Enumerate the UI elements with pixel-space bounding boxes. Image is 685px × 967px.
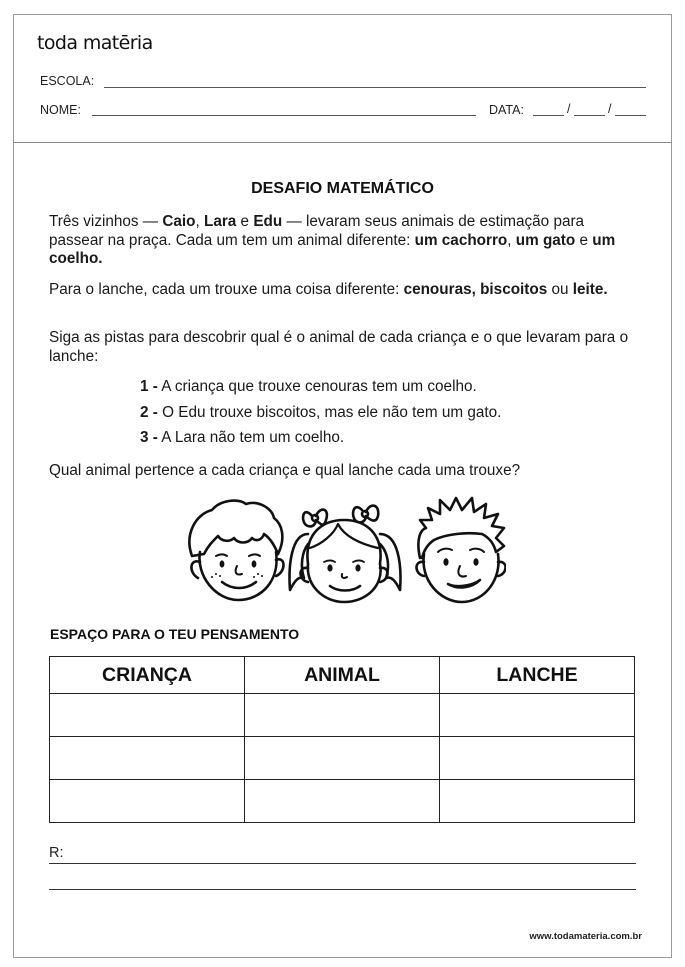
clue-item xyxy=(140,378,477,396)
school-label: ESCOLA: xyxy=(40,74,95,88)
clue-text: A Lara não tem um coelho. xyxy=(157,429,345,446)
boy-spiky-hair-face-icon xyxy=(417,498,506,602)
intro-text: e xyxy=(575,231,593,249)
animal-name: um cachorro xyxy=(414,231,508,249)
answer-label: R: xyxy=(49,845,64,861)
worksheet-title: DESAFIO MATEMÁTICO xyxy=(251,180,434,197)
animal-name: um gato xyxy=(515,231,576,249)
clue-item xyxy=(140,429,344,447)
table-row xyxy=(50,737,635,780)
table-cell-child[interactable] xyxy=(50,737,245,780)
table-cell-snack[interactable] xyxy=(440,694,635,737)
table-row xyxy=(50,694,635,737)
clue-text: O Edu trouxe biscoitos, mas ele não tem um gato. xyxy=(157,404,502,421)
name-label: NOME: xyxy=(40,103,81,117)
table-row xyxy=(50,780,635,823)
snack-paragraph xyxy=(49,281,639,300)
name-field[interactable] xyxy=(92,115,476,116)
children-illustration xyxy=(182,494,506,606)
school-field[interactable] xyxy=(104,87,646,88)
table-cell-animal[interactable] xyxy=(245,737,440,780)
child-name: Caio xyxy=(162,213,196,230)
intro-text: e xyxy=(236,213,254,230)
date-separator: / xyxy=(608,102,612,116)
child-name: Lara xyxy=(204,213,237,230)
table-cell-child[interactable] xyxy=(50,694,245,737)
instructions-paragraph: Siga as pistas para descobrir qual é o animal de cada criança e o que levaram para o lanche: xyxy=(49,329,629,365)
date-label: DATA: xyxy=(489,103,524,117)
footer-url: www.todamateria.com.br xyxy=(529,931,642,942)
brand-logo: toda matēria xyxy=(37,32,153,54)
table-cell-snack[interactable] xyxy=(440,780,635,823)
table-cell-snack[interactable] xyxy=(440,737,635,780)
question-text: Qual animal pertence a cada criança e qual lanche cada uma trouxe? xyxy=(49,462,521,479)
clue-number: 2 - xyxy=(140,404,158,421)
date-year-field[interactable] xyxy=(615,115,646,116)
clue-number: 3 - xyxy=(140,429,158,446)
column-header-child: CRIANÇA xyxy=(50,657,245,694)
date-month-field[interactable] xyxy=(574,115,605,116)
header-divider xyxy=(13,142,672,143)
intro-text: — levaram seus animais de estimação para passear na praça. Cada um tem um animal diferente: xyxy=(49,213,585,249)
snack-text: ou xyxy=(547,281,573,298)
intro-text: Três vizinhos — xyxy=(49,213,163,230)
child-name: Edu xyxy=(253,213,283,230)
thinking-space-label: ESPAÇO PARA O TEU PENSAMENTO xyxy=(50,626,300,642)
table-header-row xyxy=(50,657,635,694)
intro-paragraph xyxy=(49,213,639,269)
column-header-animal: ANIMAL xyxy=(245,657,440,694)
clue-item xyxy=(140,404,501,422)
date-day-field[interactable] xyxy=(533,115,564,116)
column-header-snack: LANCHE xyxy=(440,657,635,694)
answer-table xyxy=(49,656,635,823)
answer-line-1[interactable] xyxy=(49,863,636,864)
clue-number: 1 - xyxy=(140,378,158,395)
answer-line-2[interactable] xyxy=(49,889,636,890)
intro-text: , xyxy=(195,213,204,230)
clue-text: A criança que trouxe cenouras tem um coelho. xyxy=(157,378,477,395)
table-cell-animal[interactable] xyxy=(245,694,440,737)
date-separator: / xyxy=(567,102,571,116)
animal-name: um coelho. xyxy=(49,231,616,267)
snack-text: Para o lanche, cada um trouxe uma coisa diferente: xyxy=(49,281,404,298)
snack-items: cenouras, biscoitos xyxy=(403,281,548,298)
girl-pigtails-face-icon xyxy=(290,506,401,602)
snack-items: leite. xyxy=(572,281,608,298)
table-cell-animal[interactable] xyxy=(245,780,440,823)
table-cell-child[interactable] xyxy=(50,780,245,823)
boy-freckles-face-icon xyxy=(189,501,283,600)
intro-text: , xyxy=(507,231,516,249)
